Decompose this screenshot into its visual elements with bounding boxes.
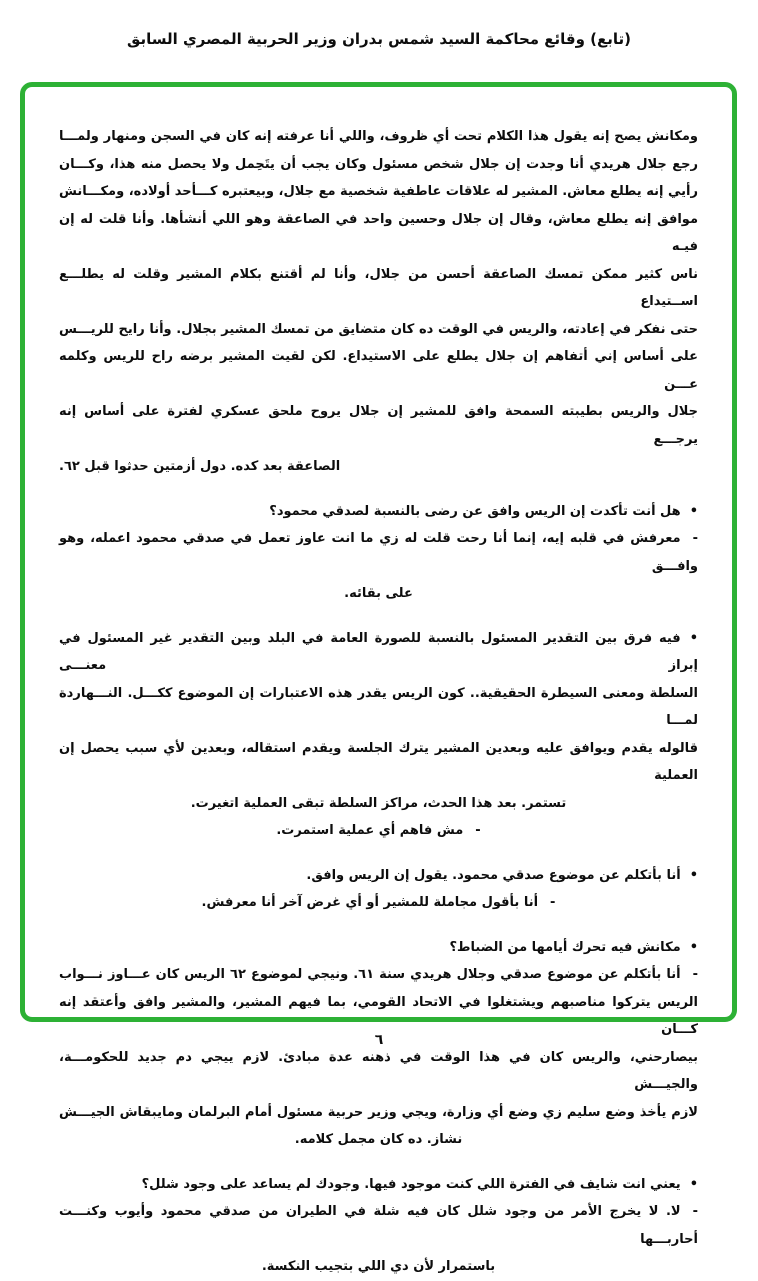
- dash-icon: -: [692, 967, 698, 982]
- line-text: موافق إنه يطلع معاش، وقال إن جلال وحسين واحد في الصاعقة وهو اللي أنشأها. وأنا قلت له إن فيـه: [59, 211, 698, 254]
- narrative-paragraph: [59, 123, 698, 481]
- question-block: [59, 934, 698, 962]
- text-line: [59, 206, 698, 261]
- text-line: [59, 934, 698, 962]
- line-text: مش فاهم أي عملية استمرت.: [276, 823, 464, 838]
- text-line: [59, 817, 698, 845]
- line-text: نشاز. ده كان مجمل كلامه.: [294, 1132, 463, 1147]
- answer-block: [59, 525, 698, 608]
- line-text: تستمر. بعد هذا الحدث، مراكز السلطة تبقى العملية اتغيرت.: [190, 795, 567, 811]
- answer-block: [59, 961, 698, 1154]
- answer-block: [59, 1198, 698, 1281]
- text-line: [59, 525, 698, 580]
- line-text: أنا بأتكلم عن موضوع صدقي محمود. يقول إن الريس وافق.: [306, 867, 681, 883]
- question-block: [59, 625, 698, 818]
- text-line: [59, 790, 698, 818]
- line-text: أنا بأقول مجاملة للمشير أو أي غرض آخر أنا معرفش.: [201, 895, 539, 910]
- bullet-icon: •: [689, 867, 698, 883]
- text-line: [59, 316, 698, 344]
- text-line: [59, 680, 698, 735]
- text-line: [59, 580, 698, 608]
- line-text: معرفش في قلبه إيه، إنما أنا رحت قلت له زي ما انت عاوز تعمل في صدقي محمود اعمله، وهو وافـــق: [59, 531, 698, 574]
- text-line: [59, 1198, 698, 1253]
- line-text: باستمرار لأن دي اللي بتجيب النكسة.: [261, 1259, 496, 1274]
- text-line: [59, 398, 698, 453]
- line-text: لازم يأخذ وضع سليم زي وضع أي وزارة، ويجي وزير حربية مسئول أمام البرلمان ومايبقاش الجيـــش: [59, 1104, 698, 1120]
- bullet-icon: •: [689, 1176, 698, 1192]
- dash-icon: -: [475, 823, 481, 838]
- dash-icon: -: [550, 895, 556, 910]
- line-text: بيصارحني، والريس كان في هذا الوقت في ذهنه عدة مبادئ. لازم ييجي دم جديد للحكومـــة، والجيـــش: [59, 1049, 698, 1092]
- line-text: على بقائه.: [344, 586, 413, 601]
- line-text: حتى نفكر في إعادته، والريس في الوقت ده كان متضايق من تمسك المشير بجلال. وأنا رايح للريـــس: [59, 321, 698, 337]
- line-text: فيه فرق بين التقدير المسئول بالنسبة للصورة العامة في البلد وبين التقدير غير المسئول في إبراز معنـــى: [59, 630, 698, 673]
- text-line: [59, 178, 698, 206]
- text-line: [59, 1253, 698, 1281]
- content-frame: [20, 82, 737, 1274]
- text-line: [59, 1099, 698, 1127]
- text-line: [59, 961, 698, 989]
- page-number: ٦: [374, 1032, 384, 1048]
- line-text: السلطة ومعنى السيطرة الحقيقية.. كون الريس يقدر هذه الاعتبارات إن الموضوع ككـــل. النـــهاردة لمـــا: [59, 685, 698, 728]
- text-line: [59, 862, 698, 890]
- page-title: (تابع) وقائع محاكمة السيد شمس بدران وزير الحربية المصري السابق: [126, 30, 632, 48]
- line-text: ومكانش يصح إنه يقول هذا الكلام تحت أي ظروف، واللي أنا عرفته إنه كان في السجن ومنهار ولمـــا: [59, 129, 698, 144]
- line-text: ناس كثير ممكن تمسك الصاعقة أحسن من جلال، وأنا لم أقتنع بكلام المشير وقلت له يطلـــع اســتيداع: [59, 266, 698, 309]
- line-text: هل أنت تأكدت إن الريس وافق عن رضى بالنسبة لصدقي محمود؟: [269, 503, 681, 519]
- question-block: [59, 1171, 698, 1199]
- question-block: [59, 862, 698, 890]
- text-line: [59, 889, 698, 917]
- answer-block: [59, 889, 698, 917]
- line-text: يعني انت شايف في الفترة اللي كنت موجود فيها. وجودك لم يساعد على وجود شلل؟: [141, 1176, 681, 1192]
- line-text: قالوله يقدم ويوافق عليه وبعدين المشير يترك الجلسة ويقدم استقاله، وبعدين لأي سبب يحصل إن العملية: [59, 740, 698, 783]
- line-text: جلال والريس بطيبته السمحة وافق للمشير إن جلال يروح ملحق عسكري لفترة على أساس إنه يرجـــع: [59, 404, 698, 447]
- text-line: [59, 735, 698, 790]
- text-line: [59, 261, 698, 316]
- transcript-content: [25, 87, 732, 1274]
- line-text: الصاعقة بعد كده. دول أزمتين حدثوا قبل ٦٢.: [59, 459, 341, 474]
- line-text: أنا بأتكلم عن موضوع صدقي وجلال هريدي سنة ٦١. ونيجي لموضوع ٦٢ الريس كان عـــاوز نـــواب: [59, 967, 681, 982]
- line-text: على أساس إني أتفاهم إن جلال يطلع على الاستيداع. لكن لقيت المشير برضه راح للريس وكلمه عـــن: [59, 349, 698, 392]
- question-block: [59, 498, 698, 526]
- bullet-icon: •: [689, 630, 698, 646]
- dash-icon: -: [692, 1204, 698, 1219]
- text-line: [59, 625, 698, 680]
- text-line: [59, 123, 698, 151]
- text-line: [59, 498, 698, 526]
- text-line: [59, 151, 698, 179]
- text-line: [59, 343, 698, 398]
- text-line: [59, 1126, 698, 1154]
- line-text: رأيي إنه يطلع معاش. المشير له علاقات عاطفية شخصية مع جلال، وبيعتبره كـــأحد أولاده، ومكـــانش: [59, 184, 698, 199]
- line-text: لا. لا يخرج الأمر من وجود شلل كان فيه شلة في الطيران من صدقي محمود وأيوب وكنـــت أحاربـــها: [59, 1204, 698, 1247]
- line-text: رجع جلال هريدي أنا وجدت إن جلال شخص مسئول وكان يجب أن يتَحِمل ولا يحصل منه هذا، وكـــان: [59, 156, 698, 172]
- line-text: الريس يتركوا مناصبهم ويشتغلوا في الاتحاد القومي، بما فيهم المشير، والمشير وافق وأعتقد إنه كـــان: [59, 994, 698, 1037]
- text-line: [59, 453, 698, 481]
- dash-icon: -: [692, 531, 698, 546]
- text-line: [59, 1044, 698, 1099]
- text-line: [59, 1171, 698, 1199]
- answer-block: [59, 817, 698, 845]
- bullet-icon: •: [689, 939, 698, 955]
- bullet-icon: •: [689, 503, 698, 519]
- line-text: مكانش فيه تحرك أيامها من الضباط؟: [449, 939, 681, 955]
